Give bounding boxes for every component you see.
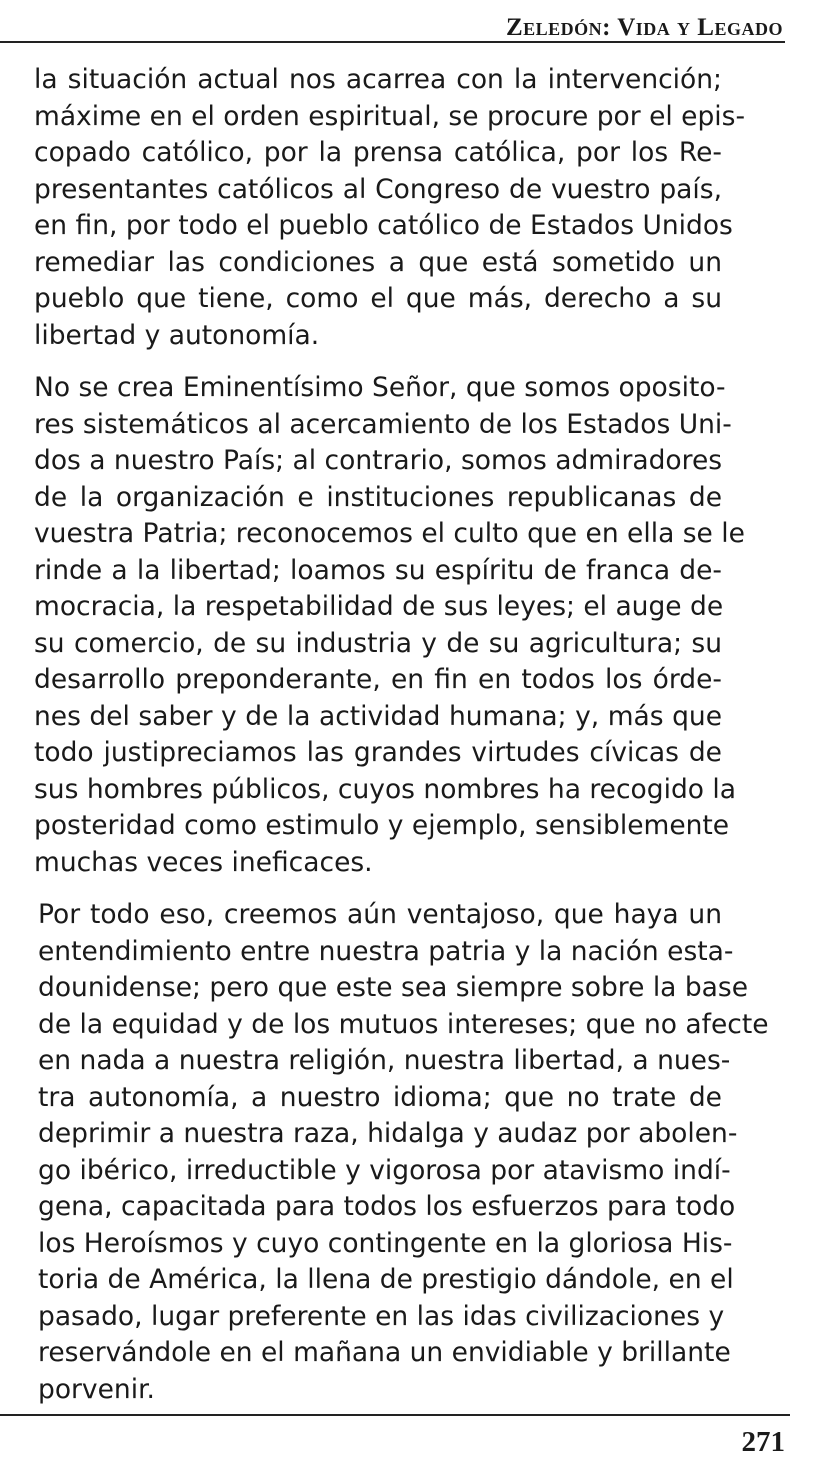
text-line: desarrollo preponderante, en fin en todos los órde-	[34, 664, 722, 695]
text-line: go ibérico, irreductible y vigorosa por atavismo indí-	[38, 1154, 731, 1186]
page-number: 271	[741, 1426, 785, 1458]
text-line: reservándole en el mañana un envidiable y brillante	[38, 1337, 731, 1368]
text-line: pueblo que tiene, como el que más, derecho a su	[34, 283, 722, 314]
text-line: res sistemáticos al acercamiento de los Estados Uni-	[34, 408, 732, 440]
text-line: remediar las condiciones a que está sometido un	[34, 246, 722, 278]
text-line: máxime en el orden espiritual, se procure por el epis-	[34, 100, 746, 132]
text-line: entendimiento entre nuestra patria y la nación esta-	[38, 935, 734, 967]
text-line: libertad y autonomía.	[34, 319, 320, 351]
text-line: todo justipreciamos las grandes virtudes cívicas de	[34, 737, 722, 768]
header-divider	[0, 41, 785, 43]
paragraph-3	[34, 897, 769, 1408]
text-line: porvenir.	[38, 1373, 155, 1405]
text-line: Por todo eso, creemos aún ventajoso, que haya un	[38, 899, 722, 930]
text-line: dos a nuestro País; al contrario, somos admiradores	[34, 445, 723, 476]
text-line: en nada a nuestra religión, nuestra libertad, a nues-	[38, 1045, 731, 1076]
text-line: sus hombres públicos, cuyos nombres ha recogido la	[34, 773, 737, 805]
text-line: en fin, por todo el pueblo católico de Estados Unidos	[34, 210, 733, 241]
text-line: copado católico, por la prensa católica, por los Re-	[34, 137, 722, 168]
text-line: pasado, lugar preferente en las idas civilizaciones y	[38, 1300, 725, 1332]
paragraph-1	[34, 62, 746, 354]
text-line: su comercio, de su industria y de su agricultura; su	[34, 627, 722, 659]
text-line: tra autonomía, a nuestro idioma; que no trate de	[38, 1081, 722, 1113]
page-body	[34, 62, 769, 1424]
text-line: la situación actual nos acarrea con la intervención;	[34, 64, 722, 95]
text-line: deprimir a nuestra raza, hidalga y audaz por abolen-	[38, 1118, 738, 1149]
text-line: No se crea Eminentísimo Señor, que somos oposito-	[34, 372, 726, 403]
text-line: presentantes católicos al Congreso de vuestro país,	[34, 173, 722, 205]
footer-divider	[0, 1414, 790, 1416]
running-header-title: Zeledón: Vida y Legado	[505, 14, 783, 41]
text-line: los Heroísmos y cuyo contingente en la gloriosa His-	[38, 1227, 733, 1259]
text-line: gena, capacitada para todos los esfuerzos para todo	[38, 1191, 736, 1222]
text-line: dounidense; pero que este sea siempre sobre la base	[38, 972, 749, 1003]
text-line: mocracia, la respetabilidad de sus leyes; el auge de	[34, 591, 724, 622]
text-line: toria de América, la llena de prestigio dándole, en el	[38, 1264, 734, 1295]
text-line: de la organización e instituciones republicanas de	[34, 481, 722, 513]
paragraph-2	[34, 370, 745, 881]
text-line: posteridad como estimulo y ejemplo, sensiblemente	[34, 810, 730, 841]
text-line: vuestra Patria; reconocemos el culto que en ella se le	[34, 518, 745, 549]
text-line: muchas veces ineficaces.	[34, 846, 373, 878]
text-line: rinde a la libertad; loamos su espíritu de franca de-	[34, 554, 722, 586]
text-line: de la equidad y de los mutuos intereses; que no afecte	[38, 1008, 769, 1040]
text-line: nes del saber y de la actividad humana; y, más que	[34, 700, 722, 732]
